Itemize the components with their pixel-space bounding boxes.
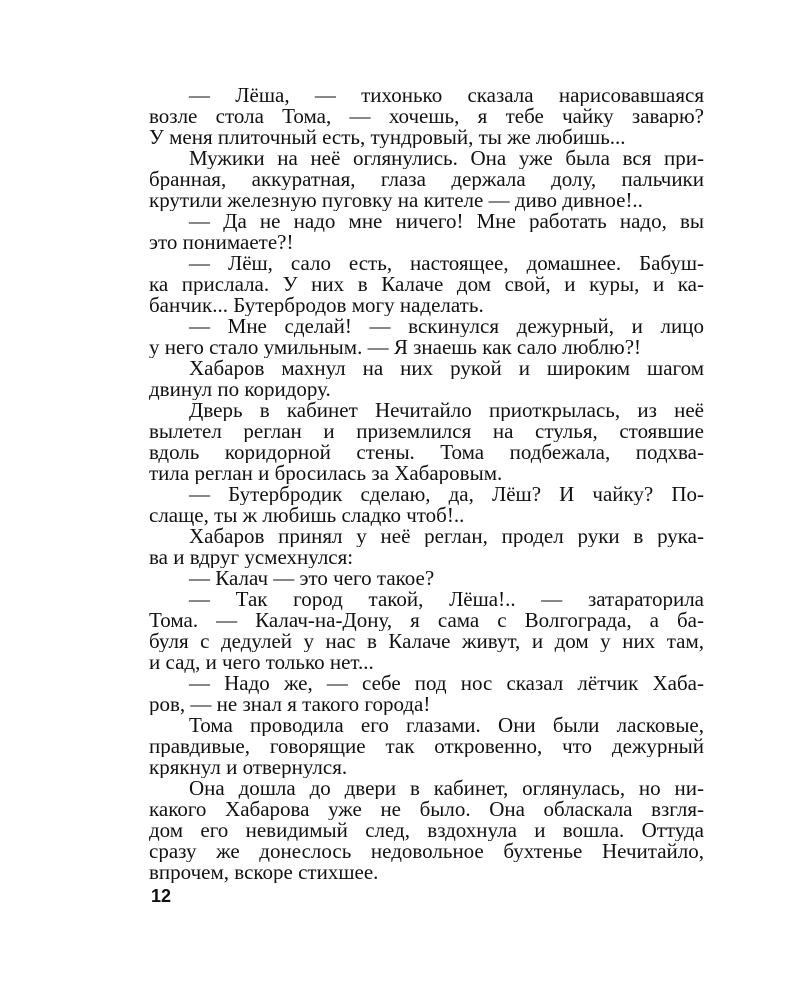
text-line: у него стало умильным. — Я знаешь как сало люблю?! (149, 337, 642, 358)
text-line: ва и вдруг усмехнулся: (149, 547, 354, 568)
text-line: Дверь в кабинет Нечитайло приоткрылась, из неё (189, 400, 704, 421)
text-line: — Мне сделай! — вскинулся дежурный, и лицо (189, 316, 704, 337)
text-line: Мужики на неё оглянулись. Она уже была вся при- (189, 148, 704, 169)
text-line: крякнул и отвернулся. (149, 757, 348, 778)
text-line: У меня плиточный есть, тундровый, ты же любишь... (149, 127, 626, 148)
text-line: впрочем, вскоре стихшее. (149, 862, 379, 883)
text-line: буля с дедулей у нас в Калаче живут, и дом у них там, (149, 631, 704, 652)
text-line: Тома. — Калач-на-Дону, я сама с Волгограда, а ба- (149, 610, 704, 631)
text-line: ка прислала. У них в Калаче дом свой, и куры, и ка- (149, 274, 704, 295)
text-line: банчик... Бутербродов могу наделать. (149, 295, 484, 316)
text-line: правдивые, говорящие так откровенно, что дежурный (149, 736, 704, 757)
text-line: ров, — не знал я такого города! (149, 694, 431, 715)
page-body-text (149, 85, 704, 883)
text-line: дом его невидимый след, вздохнула и вошла. Оттуда (149, 820, 704, 841)
text-line: — Бутербродик сделаю, да, Лёш? И чайку? По- (189, 484, 704, 505)
text-line: Хабаров махнул на них рукой и широким шагом (189, 358, 704, 379)
text-line: это понимаете?! (149, 232, 294, 253)
text-line: Тома проводила его глазами. Они были ласковые, (189, 715, 704, 736)
text-line: сразу же донеслось недовольное бухтенье Нечитайло, (149, 841, 704, 862)
page-number: 12 (151, 886, 172, 906)
text-line: и сад, и чего только нет... (149, 652, 374, 673)
text-line: Она дошла до двери в кабинет, оглянулась, но ни- (189, 778, 704, 799)
text-line: возле стола Тома, — хочешь, я тебе чайку заварю? (149, 106, 704, 127)
text-line: бранная, аккуратная, глаза держала долу, пальчики (149, 169, 704, 190)
text-line: — Да не надо мне ничего! Мне работать надо, вы (189, 211, 704, 232)
text-line: — Надо же, — себе под нос сказал лётчик Хаба- (189, 673, 704, 694)
text-line: — Калач — это чего такое? (189, 568, 435, 589)
text-line: крутили железную пуговку на кителе — диво дивное!.. (149, 190, 643, 211)
text-line: двинул по коридору. (149, 379, 331, 400)
text-line: слаще, ты ж любишь сладко чтоб!.. (149, 505, 465, 526)
text-line: вдоль коридорной стены. Тома подбежала, подхва- (149, 442, 704, 463)
text-line: — Лёша, — тихонько сказала нарисовавшаяся (189, 85, 704, 106)
text-line: какого Хабарова уже не было. Она обласкала взгля- (149, 799, 704, 820)
text-line: — Лёш, сало есть, настоящее, домашнее. Бабуш- (189, 253, 704, 274)
text-line: Хабаров принял у неё реглан, продел руки в рука- (189, 526, 704, 547)
text-line: вылетел реглан и приземлился на стулья, стоявшие (149, 421, 704, 442)
text-line: тила реглан и бросилась за Хабаровым. (149, 463, 503, 484)
text-line: — Так город такой, Лёша!.. — затараторила (189, 589, 704, 610)
